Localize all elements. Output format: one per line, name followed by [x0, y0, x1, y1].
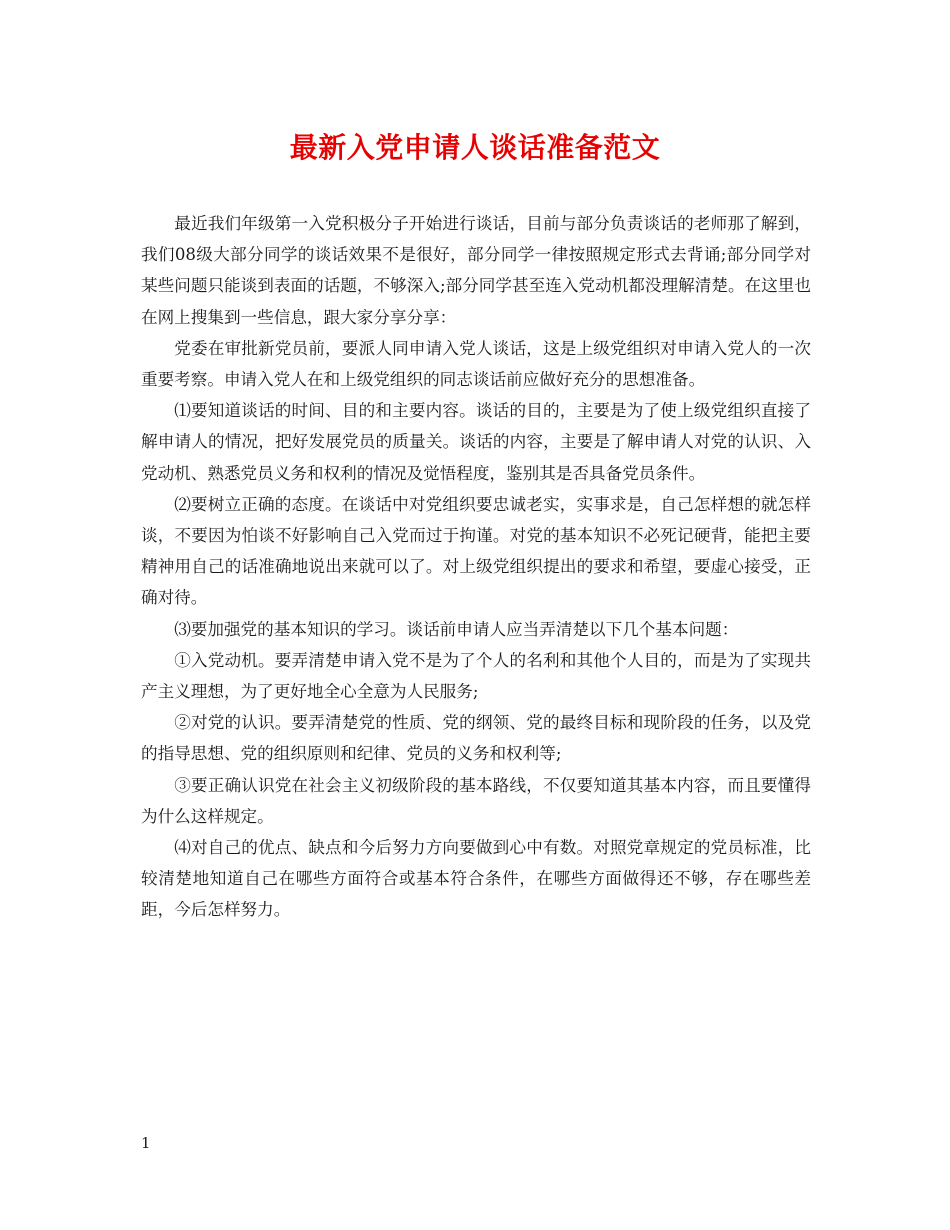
- paragraph-point-3: ⑶要加强党的基本知识的学习。谈话前申请人应当弄清楚以下几个基本问题：: [174, 619, 739, 639]
- paragraph-subpoint-2: ②对党的认识。要弄清楚党的性质、党的纲领、党的最终目标和现阶段的任务，以及党的指导思想、党的组织原则和纪律、党员的义务和权利等;: [141, 713, 811, 764]
- paragraph-intro: 最近我们年级第一入党积极分子开始进行谈话，目前与部分负责谈话的老师那了解到，我们08级大部分同学的谈话效果不是很好，部分同学一律按照规定形式去背诵;部分同学对某些问题只能谈到表面的话题，不够深入;部分同学甚至连入党动机都没理解清楚。在这里也在网上搜集到一些信息，跟大家分享分享：: [141, 214, 811, 327]
- paragraph-point-1: ⑴要知道谈话的时间、目的和主要内容。谈话的目的，主要是为了使上级党组织直接了解申请人的情况，把好发展党员的质量关。谈话的内容，主要是了解申请人对党的认识、入党动机、熟悉党员义务和权利的情况及觉悟程度，鉴别其是否具备党员条件。: [141, 401, 811, 483]
- page-number: 1: [141, 1134, 151, 1152]
- document-body: [141, 208, 811, 926]
- document-title: 最新入党申请人谈话准备范文: [289, 131, 661, 164]
- paragraph-point-4: ⑷对自己的优点、缺点和今后努力方向要做到心中有数。对照党章规定的党员标准，比较清楚地知道自己在哪些方面符合或基本符合条件，在哪些方面做得还不够，存在哪些差距，今后怎样努力。: [141, 838, 811, 920]
- paragraph-party-committee: 党委在审批新党员前，要派人同申请入党人谈话，这是上级党组织对申请入党人的一次重要考察。申请入党人在和上级党组织的同志谈话前应做好充分的思想准备。: [141, 338, 811, 390]
- paragraph-point-2: ⑵要树立正确的态度。在谈话中对党组织要忠诚老实，实事求是，自己怎样想的就怎样谈，不要因为怕谈不好影响自己入党而过于拘谨。对党的基本知识不必死记硬背，能把主要精神用自己的话准确地说出来就可以了。对上级党组织提出的要求和希望，要虚心接受，正确对待。: [141, 494, 811, 608]
- paragraph-subpoint-1: ①入党动机。要弄清楚申请入党不是为了个人的名利和其他个人目的，而是为了实现共产主义理想，为了更好地全心全意为人民服务;: [141, 650, 811, 702]
- paragraph-subpoint-3: ③要正确认识党在社会主义初级阶段的基本路线，不仅要知道其基本内容，而且要懂得为什么这样规定。: [141, 775, 811, 826]
